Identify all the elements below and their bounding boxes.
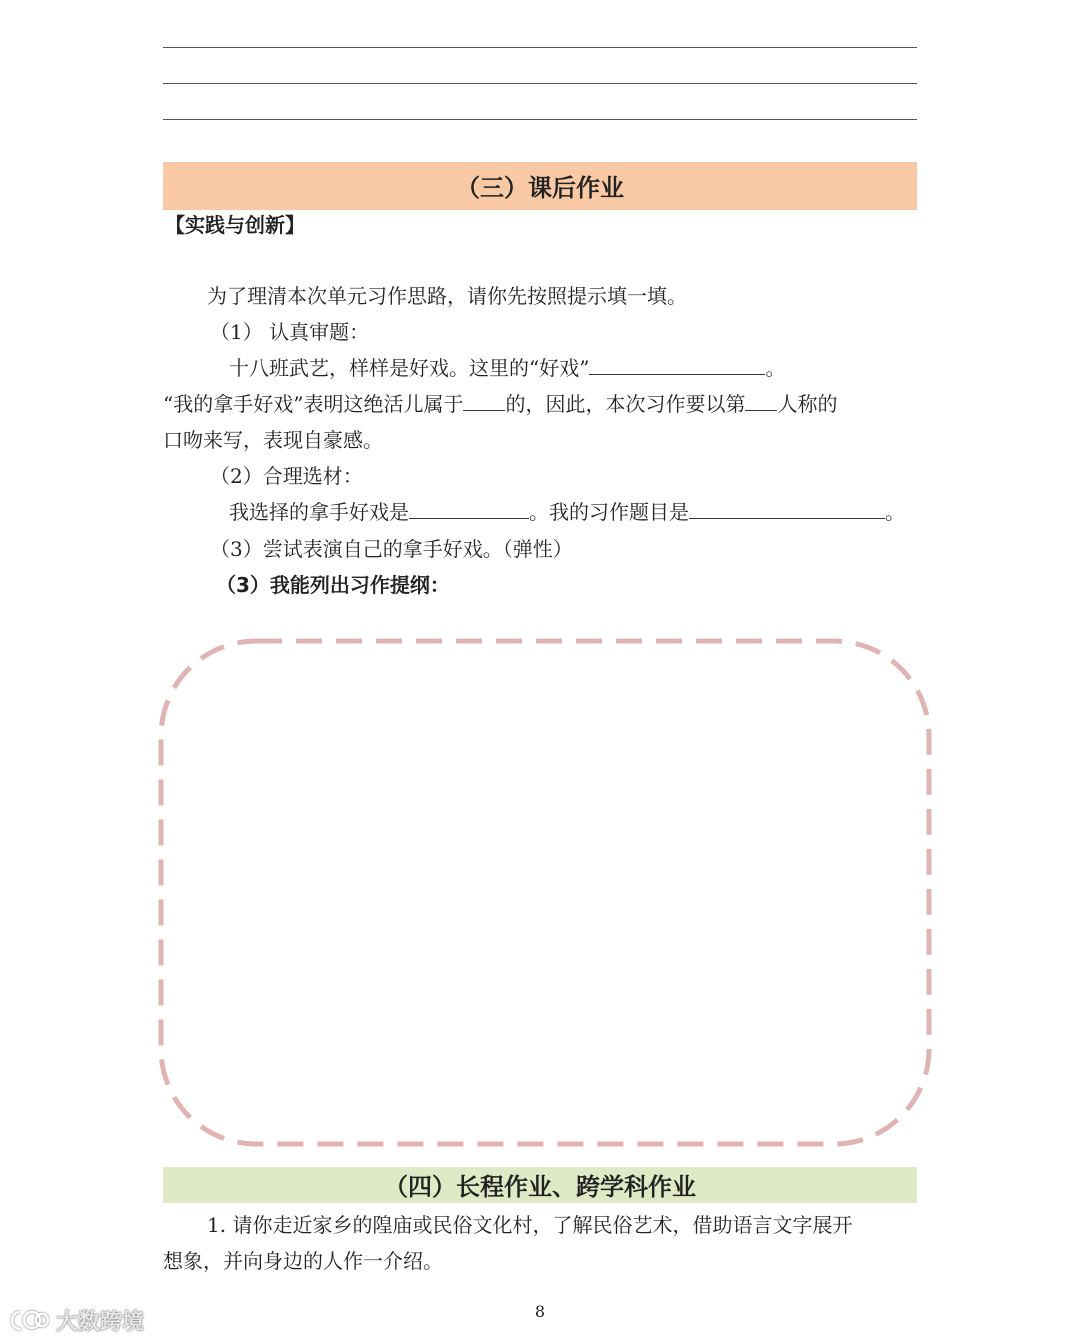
writing-line-2 [163,83,917,84]
watermark-logo-icon [10,1308,50,1332]
haoxi-meaning-blank[interactable] [589,354,765,375]
item-3-label: （3）尝试表演自己的拿手好戏。（弹性） [210,537,573,561]
item-2-text-b: 。我的习作题目是 [529,500,689,524]
section-4-item-1-line-2: 想象，并向身边的人作一介绍。 [163,1249,443,1273]
item-1-line-1 [229,353,785,383]
writing-line-3 [163,119,917,120]
intro-text: 为了理清本次单元习作思路，请你先按照提示填一填。 [207,284,687,308]
watermark [10,1304,144,1336]
period: 。 [765,356,786,380]
item-2-label: （2）合理选材： [210,464,363,488]
page-number: 8 [534,1302,546,1321]
essay-title-blank[interactable] [689,498,885,519]
item-1-line-2 [163,389,837,419]
person-blank[interactable] [745,390,777,411]
item-4-label: （3）我能列出习作提纲： [216,573,450,597]
item-1-line-2-text-c: 人称的 [777,392,838,416]
section-3-heading: （三）课后作业 [163,162,917,210]
section-4-item-1-line-1: 1. 请你走近家乡的隍庙或民俗文化村，了解民俗艺术，借助语言文字展开 [207,1213,853,1237]
item-1-line-3: 口吻来写，表现自豪感。 [163,428,383,452]
item-2-line [229,497,905,527]
outline-writing-box[interactable] [155,635,935,1150]
section-4-heading: （四）长程作业、跨学科作业 [163,1167,917,1203]
item-1-line-2-text-a: “我的拿手好戏”表明这绝活儿属于 [163,392,464,416]
item-2-text-a: 我选择的拿手好戏是 [229,500,409,524]
practice-subheading: 【实践与创新】 [165,213,305,237]
watermark-text: 大数跨境 [56,1309,145,1335]
chosen-skill-blank[interactable] [409,498,529,519]
item-1-line-1-text: 十八班武艺，样样是好戏。这里的“好戏” [229,356,590,380]
belongs-to-blank[interactable] [463,390,505,411]
item-2-text-c: 。 [885,500,905,524]
item-1-label: （1） 认真审题： [210,320,370,344]
writing-line-1 [163,47,917,48]
item-1-line-2-text-b: 的，因此，本次习作要以第 [505,392,746,416]
